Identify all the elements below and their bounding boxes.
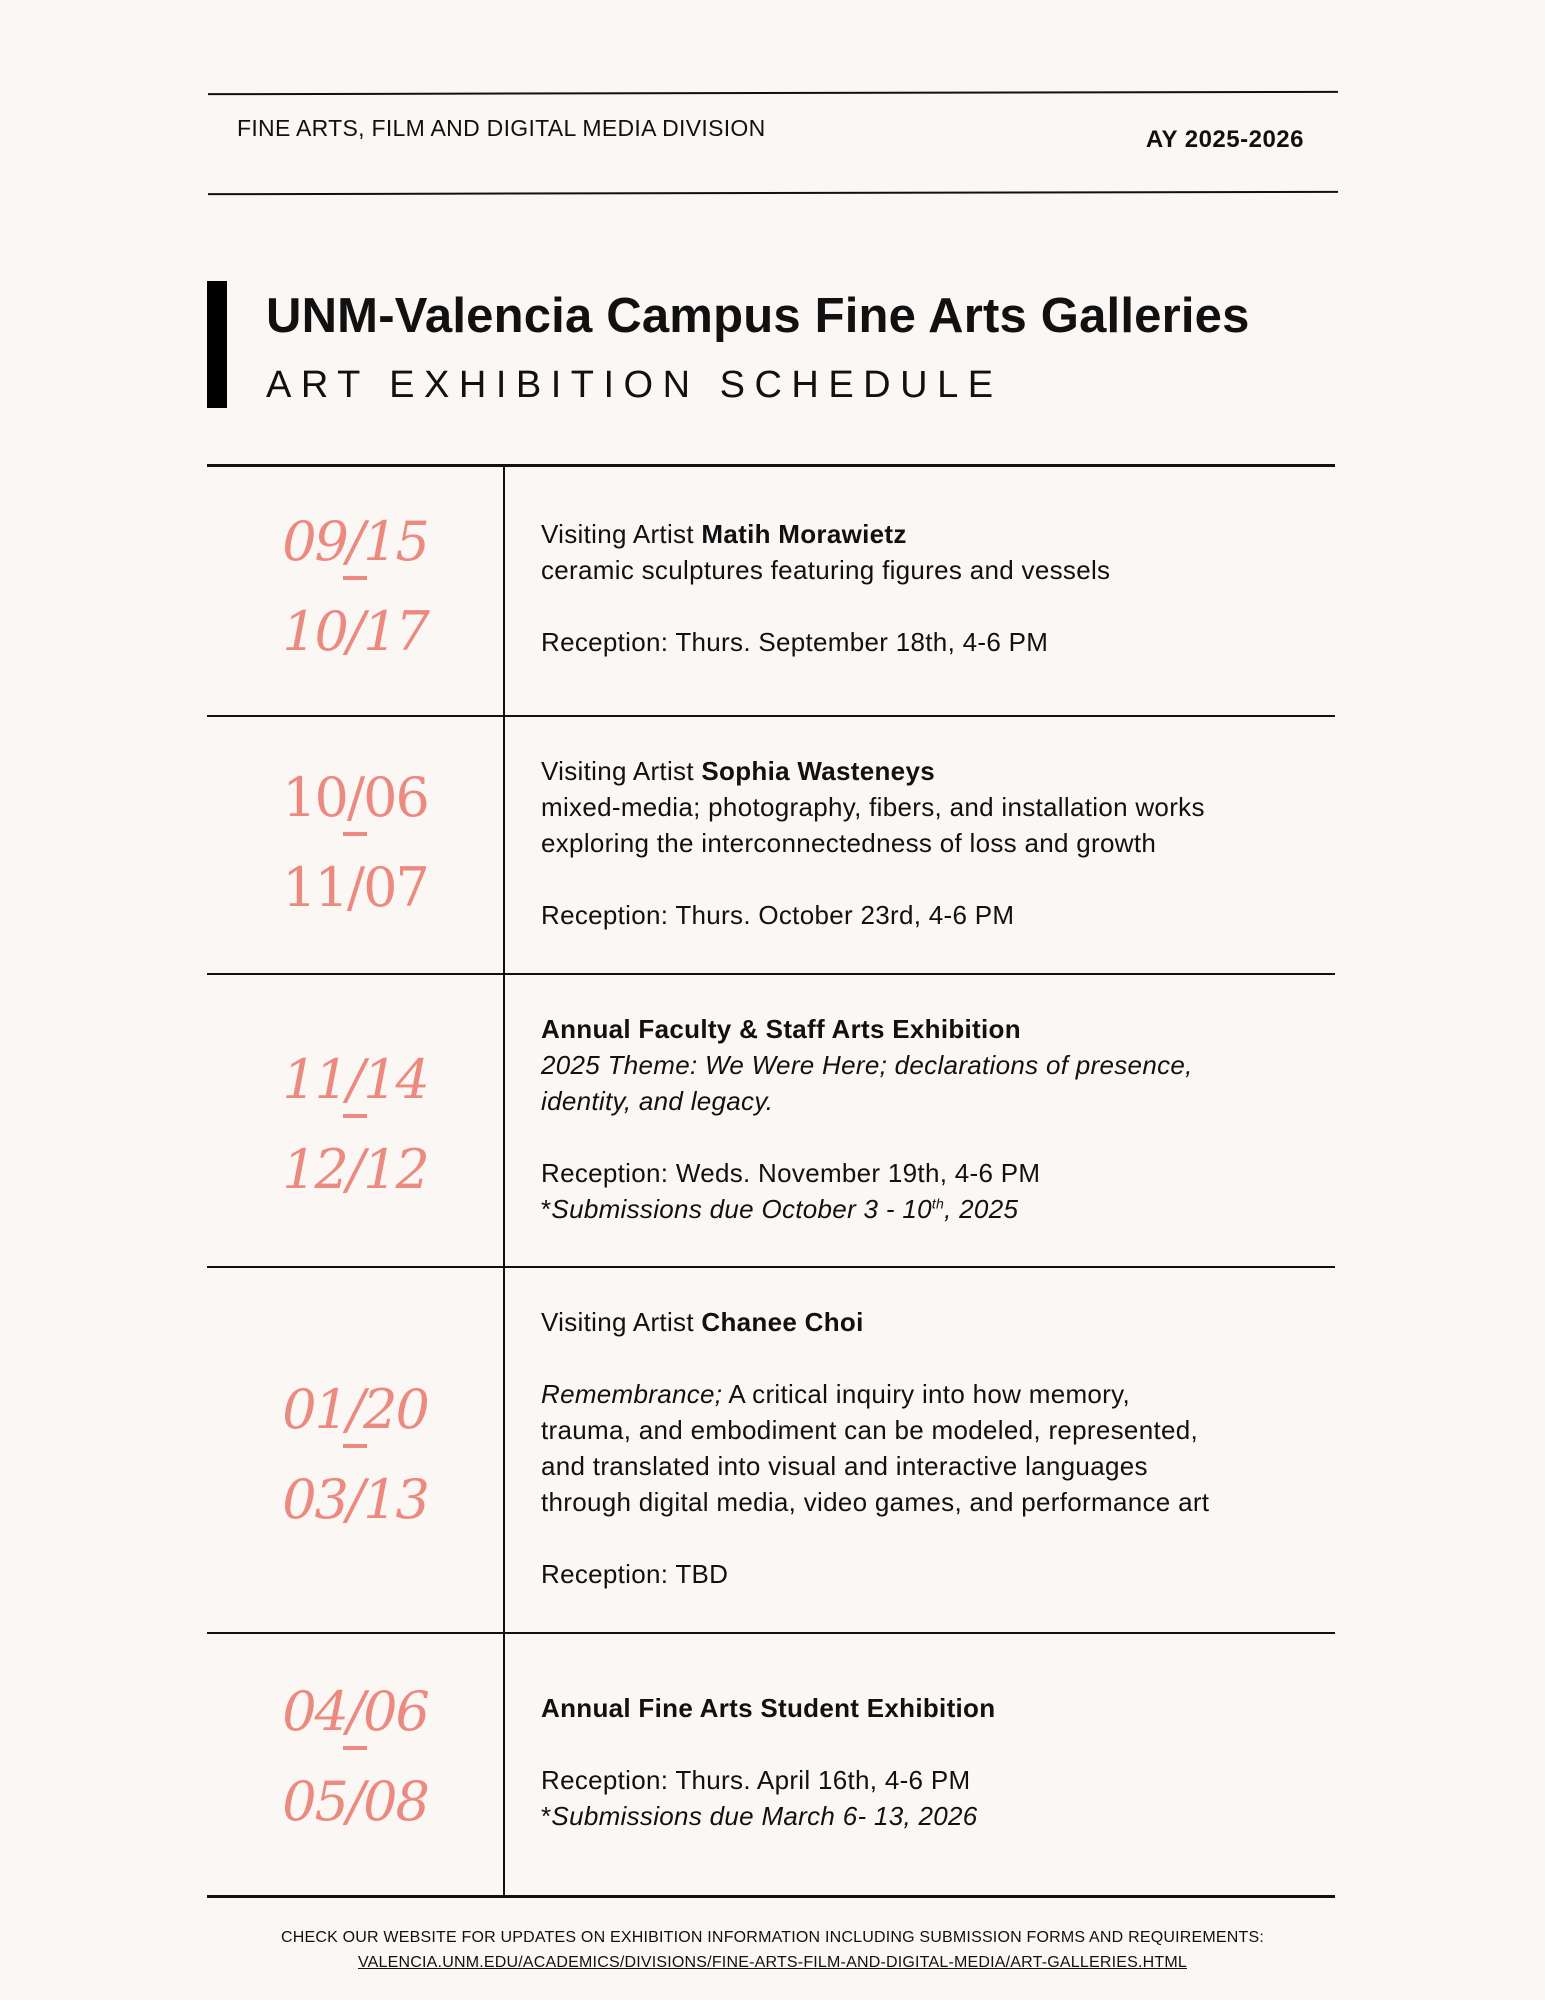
exhibition-dates: [207, 1664, 503, 1834]
table-bottom-rule: [207, 1895, 1335, 1898]
end-date: 10/17: [282, 600, 428, 663]
exhibition-description: ceramic sculptures featuring figures and vessels: [541, 555, 1111, 585]
exhibition-info: [541, 753, 1321, 933]
artist-name: Matih Morawietz: [701, 519, 907, 549]
end-date: 12/12: [282, 1138, 428, 1201]
page-subtitle: ART EXHIBITION SCHEDULE: [266, 364, 1003, 406]
exhibition-info: [541, 1011, 1321, 1227]
title-accent-bar: [207, 281, 227, 408]
submission-deadline: *Submissions due October 3 - 10th, 2025: [541, 1194, 1019, 1224]
date-dash: [207, 1746, 503, 1754]
exhibition-info: [541, 516, 1321, 660]
reception-info: Reception: TBD: [541, 1559, 729, 1589]
exhibition-theme: identity, and legacy.: [541, 1086, 774, 1116]
reception-info: Reception: Thurs. October 23rd, 4-6 PM: [541, 900, 1015, 930]
start-date: 11/14: [282, 1048, 428, 1111]
end-date: 03/13: [282, 1468, 428, 1531]
artist-prefix: Visiting Artist: [541, 1307, 702, 1337]
gallery-website-link[interactable]: VALENCIA.UNM.EDU/ACADEMICS/DIVISIONS/FINE-ARTS-FILM-AND-DIGITAL-MEDIA/ART-GALLERIES.HTML: [358, 1954, 1187, 1971]
row-divider: [207, 973, 1335, 975]
academic-year: AY 2025-2026: [1145, 126, 1304, 153]
date-dash: [207, 1444, 503, 1452]
start-date: 09/15: [282, 510, 428, 573]
date-dash: [207, 832, 503, 840]
exhibition-info: [541, 1690, 1321, 1834]
exhibition-dates: [207, 750, 503, 920]
exhibition-theme: 2025 Theme: We Were Here; declarations of presence,: [541, 1050, 1193, 1080]
artist-name: Chanee Choi: [701, 1307, 864, 1337]
artist-name: Sophia Wasteneys: [701, 756, 935, 786]
reception-info: Reception: Thurs. September 18th, 4-6 PM: [541, 627, 1049, 657]
reception-info: Reception: Thurs. April 16th, 4-6 PM: [541, 1765, 971, 1795]
start-date: 01/20: [282, 1378, 428, 1441]
exhibition-info: [541, 1304, 1321, 1592]
row-divider: [207, 1266, 1335, 1268]
exhibition-description: A critical inquiry into how memory,: [722, 1379, 1131, 1409]
start-date: 10/06: [282, 766, 428, 829]
submission-deadline: *Submissions due March 6- 13, 2026: [541, 1801, 978, 1831]
end-date: 11/07: [282, 856, 428, 919]
table-top-rule: [207, 464, 1335, 467]
date-dash: [207, 1114, 503, 1122]
exhibition-name: Annual Fine Arts Student Exhibition: [541, 1693, 996, 1723]
exhibition-description: through digital media, video games, and performance art: [541, 1487, 1210, 1517]
column-divider: [503, 466, 505, 1898]
row-divider: [207, 715, 1335, 717]
division-name: FINE ARTS, FILM AND DIGITAL MEDIA DIVISION: [237, 115, 766, 141]
exhibition-dates: [207, 1032, 503, 1202]
date-dash: [207, 576, 503, 584]
header-top-rule: [208, 91, 1338, 95]
exhibition-dates: [207, 494, 503, 664]
footer-note: CHECK OUR WEBSITE FOR UPDATES ON EXHIBITION INFORMATION INCLUDING SUBMISSION FORMS AND REQUIREMENTS:: [280, 1929, 1265, 1946]
row-divider: [207, 1632, 1335, 1634]
header-bottom-rule: [208, 191, 1338, 195]
exhibition-name: Annual Faculty & Staff Arts Exhibition: [541, 1014, 1021, 1044]
exhibition-description: and translated into visual and interactive languages: [541, 1451, 1148, 1481]
exhibition-dates: [207, 1362, 503, 1532]
reception-info: Reception: Weds. November 19th, 4-6 PM: [541, 1158, 1041, 1188]
exhibition-description: mixed-media; photography, fibers, and installation works: [541, 792, 1205, 822]
work-title: Remembrance;: [541, 1379, 723, 1409]
exhibition-description: exploring the interconnectedness of loss and growth: [541, 828, 1157, 858]
page-title: UNM-Valencia Campus Fine Arts Galleries: [266, 289, 1250, 343]
artist-prefix: Visiting Artist: [541, 519, 702, 549]
exhibition-description: trauma, and embodiment can be modeled, represented,: [541, 1415, 1199, 1445]
end-date: 05/08: [282, 1770, 428, 1833]
start-date: 04/06: [282, 1680, 428, 1743]
artist-prefix: Visiting Artist: [541, 756, 702, 786]
